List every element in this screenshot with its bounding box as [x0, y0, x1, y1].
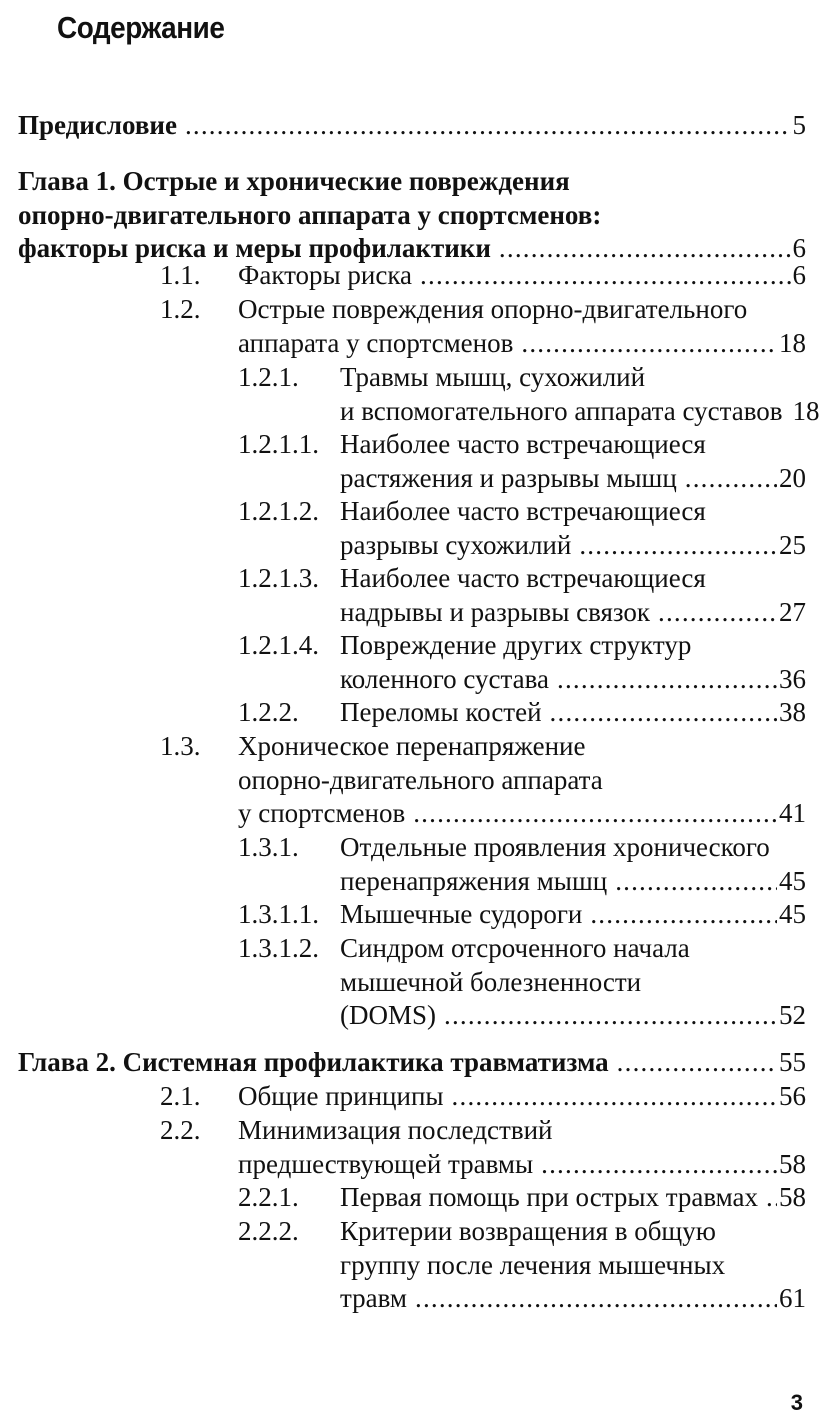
toc-entry-number: 1.1. — [160, 260, 201, 290]
toc-page-number: 6 — [792, 233, 806, 264]
toc-entry-title: Первая помощь при острых травмах — [340, 1182, 759, 1212]
dot-leader — [550, 695, 777, 729]
toc-entry-title: Наиболее часто встречающиеся — [340, 563, 706, 593]
toc-page-number: 52 — [779, 1000, 806, 1031]
dot-leader — [617, 1045, 777, 1079]
toc-entry-number: 1.2.1.1. — [238, 429, 319, 459]
toc-entry-title: опорно-двигательного аппарата — [238, 764, 603, 795]
toc-page-number: 18 — [792, 395, 820, 426]
dot-leader — [521, 326, 777, 360]
toc-page-number: 27 — [779, 596, 806, 627]
dot-leader — [415, 1281, 777, 1315]
toc-entry-number: 2.1. — [160, 1081, 201, 1111]
toc-entry-number: 1.2.2. — [238, 697, 299, 727]
toc-page-number: 56 — [779, 1081, 806, 1111]
toc-entry-title: Мышечные судороги — [340, 899, 583, 929]
toc-entry-title: и вспомогательного аппарата суставов — [340, 395, 783, 426]
dot-leader — [615, 864, 777, 898]
toc-entry-title: (DOMS) — [340, 1000, 437, 1031]
toc-entry-title: Хроническое перенапряжение — [238, 731, 586, 761]
toc-entry-title: Критерии возвращения в общую — [340, 1216, 716, 1246]
toc-entry-title: Факторы риска — [238, 260, 413, 290]
page-number: 3 — [790, 1390, 803, 1415]
toc-entry-title: надрывы и разрывы связок — [340, 596, 650, 627]
page-title: Содержание — [57, 10, 225, 45]
toc-entry-title: Травмы мышц, сухожилий — [340, 362, 646, 392]
toc-entry-number: 1.2.1. — [238, 362, 299, 392]
toc-entry-title: Наиболее часто встречающиеся — [340, 429, 706, 459]
dot-leader — [766, 1180, 777, 1214]
toc-page-number: 20 — [779, 462, 806, 493]
toc-entry-title: Глава 2. Системная профилактика травматизма — [18, 1047, 609, 1077]
toc-page-number: 36 — [779, 663, 806, 694]
toc-entry-number: 2.2.1. — [238, 1182, 299, 1212]
toc-entry-title: перенапряжения мышц — [340, 865, 608, 896]
toc-page-number: 38 — [779, 697, 806, 727]
toc-page-number: 25 — [779, 529, 806, 560]
toc-entry-number: 1.2.1.3. — [238, 563, 319, 593]
toc-entry-title: Общие принципы — [238, 1081, 444, 1111]
toc-entry-number: 1.2.1.2. — [238, 496, 319, 526]
toc-entry-title: травм — [340, 1283, 407, 1314]
toc-entry-number: 2.2.2. — [238, 1216, 299, 1246]
toc-entry-title: разрывы сухожилий — [340, 529, 572, 560]
toc-entry-title: Переломы костей — [340, 697, 542, 727]
toc-entry-title: предшествующей травмы — [238, 1148, 534, 1179]
dot-leader — [444, 998, 777, 1032]
dot-leader — [413, 796, 777, 830]
toc-entry-title: группу после лечения мышечных — [340, 1249, 726, 1280]
toc-page-number: 45 — [779, 899, 806, 929]
dot-leader — [685, 461, 777, 495]
toc-entry-title: Предисловие — [18, 110, 177, 140]
toc-entry-number: 1.3.1.1. — [238, 899, 319, 929]
toc-entry-title: Наиболее часто встречающиеся — [340, 496, 706, 526]
toc-page-number: 45 — [779, 865, 806, 896]
toc-entry-title: опорно-двигательного аппарата у спортсменов: — [18, 199, 602, 230]
dot-leader — [185, 108, 791, 142]
dot-leader — [557, 662, 777, 696]
toc-entry-title: растяжения и разрывы мышц — [340, 462, 677, 493]
toc-entry-title: Острые повреждения опорно-двигательного — [238, 294, 748, 324]
toc-entry-title: факторы риска и меры профилактики — [18, 233, 491, 264]
toc-entry-title: Глава 1. Острые и хронические повреждения — [18, 166, 570, 196]
toc-entry-title: мышечной болезненности — [340, 966, 642, 997]
toc-entry-number: 1.2.1.4. — [238, 630, 319, 660]
dot-leader — [579, 528, 777, 562]
toc-entry-title: коленного сустава — [340, 663, 549, 694]
toc-page-number: 6 — [792, 260, 806, 290]
toc-page-number: 58 — [779, 1182, 806, 1212]
toc-entry-title: у спортсменов — [238, 798, 406, 829]
dot-leader — [452, 1079, 777, 1113]
toc-entry-number: 1.2. — [160, 294, 201, 324]
toc-page-number: 55 — [779, 1047, 806, 1077]
toc-entry-number: 1.3.1.2. — [238, 933, 319, 963]
dot-leader — [541, 1147, 777, 1181]
dot-leader — [590, 897, 777, 931]
toc-entry-title: Минимизация последствий — [238, 1115, 553, 1145]
dot-leader — [658, 595, 777, 629]
toc-entry-number: 1.3. — [160, 731, 201, 761]
toc-page-number: 41 — [779, 798, 806, 829]
toc-entry-title: Синдром отсроченного начала — [340, 933, 690, 963]
toc-page-number: 5 — [792, 110, 806, 140]
toc-entry-number: 1.3.1. — [238, 832, 299, 862]
toc-page-number: 18 — [779, 327, 806, 358]
toc-page-number: 61 — [779, 1283, 806, 1314]
dot-leader — [420, 258, 790, 292]
toc-entry-title: аппарата у спортсменов — [238, 327, 514, 358]
toc-entry-title: Повреждение других структур — [340, 630, 692, 660]
toc-entry-title: Отдельные проявления хронического — [340, 832, 770, 862]
toc-entry-number: 2.2. — [160, 1115, 201, 1145]
toc-page-number: 58 — [779, 1148, 806, 1179]
